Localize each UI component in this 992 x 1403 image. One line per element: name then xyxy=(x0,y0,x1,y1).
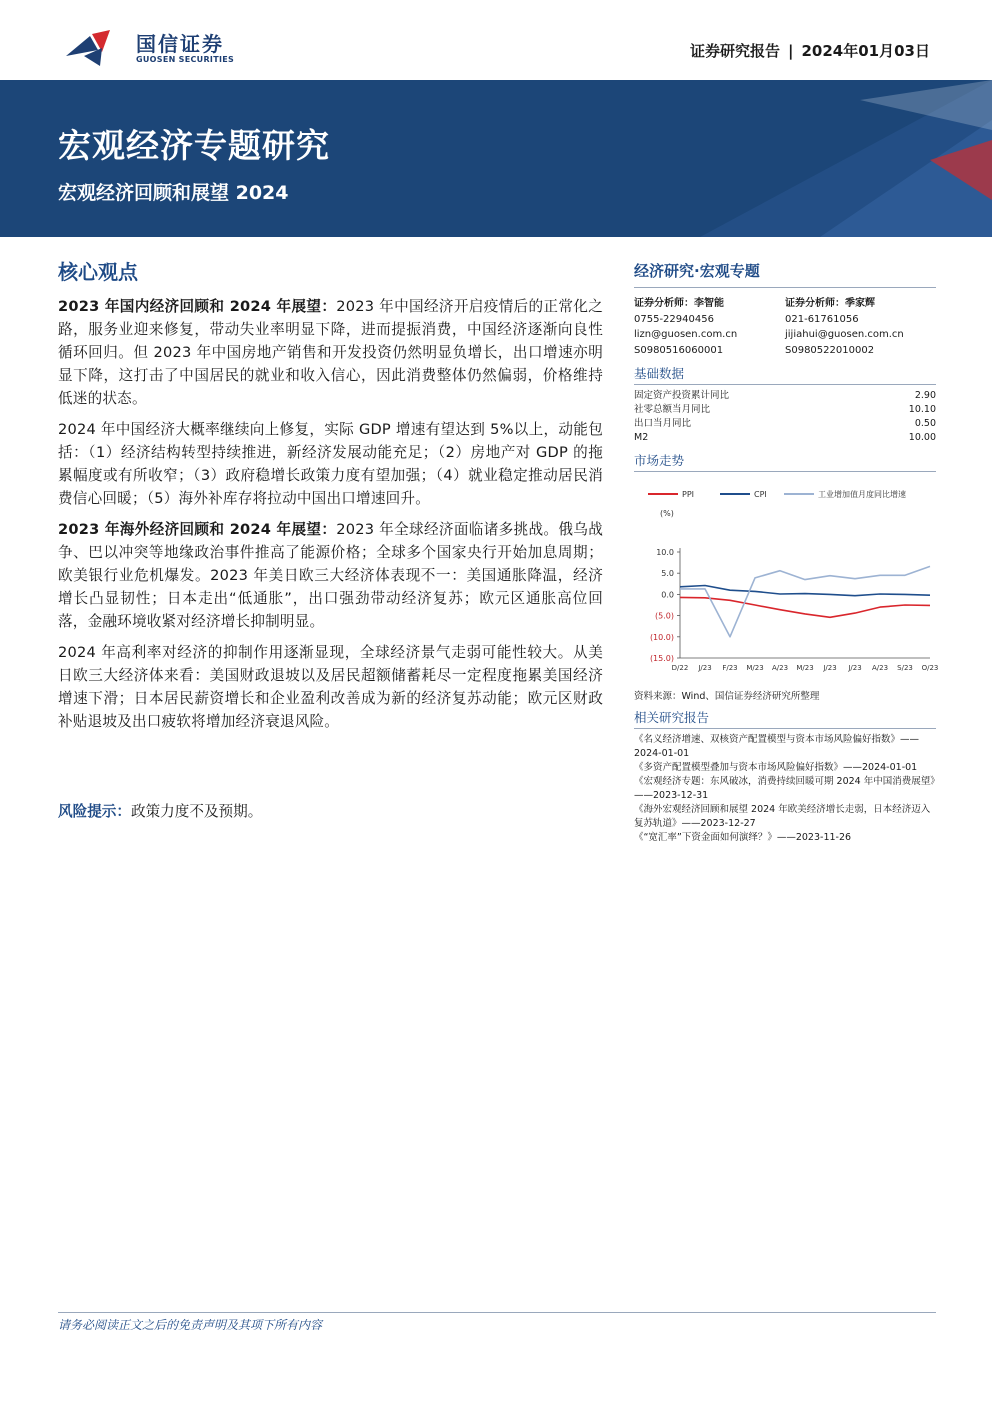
basic-data-table xyxy=(634,389,936,445)
report-title: 宏观经济专题研究 xyxy=(58,126,330,165)
basic-data-title: 基础数据 xyxy=(634,364,936,385)
report-link[interactable]: 《“宽汇率”下资金面如何演绎？》——2023-11-26 xyxy=(634,832,852,843)
legend-label: CPI xyxy=(754,490,767,499)
market-chart xyxy=(634,476,939,686)
analyst-cert: S0980522010002 xyxy=(785,344,875,356)
logo-text-en: GUOSEN SECURITIES xyxy=(136,55,235,64)
core-views xyxy=(58,256,603,741)
analyst-name: 证券分析师：季家辉 xyxy=(785,298,875,309)
report-link[interactable]: 《多资产配置模型叠加与资本市场风险偏好指数》——2024-01-01 xyxy=(634,762,918,773)
series-line xyxy=(680,586,930,596)
chart-source: 资料来源：Wind、国信证券经济研究所整理 xyxy=(634,691,820,702)
x-tick-label: A/23 xyxy=(771,664,789,672)
paragraph-text: 2024 年高利率对经济的抑制作用逐渐显现，全球经济景气走弱可能性较大。从美日欧三大经济体来看：美国财政退坡以及居民超额储蓄耗尽一定程度拖累美国经济增速下滑；日本居民薪资增长和企业盈利改善成为新的经济复苏动能；欧元区财政补贴退坡及出口疲软将增加经济衰退风险。 xyxy=(58,644,603,730)
page-header xyxy=(0,0,992,80)
report-link[interactable]: 《海外宏观经济回顾和展望 2024 年欧美经济增长走弱，日本经济迈入复苏轨道》——2023-12-27 xyxy=(634,804,931,829)
paragraph-text: 2023 年全球经济面临诸多挑战。俄乌战争、巴以冲突等地缘政治事件推高了能源价格；全球多个国家央行开始加息周期；欧美银行业危机爆发。2023 年美日欧三大经济体表现不一：美国通胀降温，经济增长凸显韧性；日本走出“低通胀”，出口强劲带动经济复苏；欧元区通胀高位回落，金融环境收紧对经济增长抑制明显。 xyxy=(58,521,604,630)
risk-warning xyxy=(58,800,262,821)
section-title: 核心观点 xyxy=(58,260,138,284)
report-type: 证券研究报告 xyxy=(690,42,781,60)
y-tick-label: 5.0 xyxy=(661,569,674,579)
y-tick-label: (15.0) xyxy=(649,654,674,663)
y-tick-label: (5.0) xyxy=(655,611,674,621)
risk-text: 政策力度不及预期。 xyxy=(130,803,263,820)
row-label: 社零总额当月同比 xyxy=(634,404,711,415)
x-tick-label: S/23 xyxy=(897,664,913,672)
legend-label: 工业增加值月度同比增速 xyxy=(818,490,906,499)
related-reports-list xyxy=(634,733,936,845)
paragraph-text: 2024 年中国经济大概率继续向上修复，实际 GDP 增速有望达到 5%以上，动能包括：（1）经济结构转型持续推进，新经济发展动能充足；（2）房地产对 GDP 的拖累幅度或有所收窄；（3）政府稳增长政策力度有望加强；（4）就业稳定推动居民消费信心回暖；（5）海外补库存将拉动中国出口增速回升。 xyxy=(58,421,603,507)
related-reports-title: 相关研究报告 xyxy=(634,708,936,729)
analyst-phone: 021-61761056 xyxy=(785,313,859,325)
logo-mark-icon xyxy=(62,26,132,70)
paragraph-rates xyxy=(58,641,603,733)
y-axis-label: (%) xyxy=(660,509,674,518)
x-tick-label: F/23 xyxy=(722,664,738,672)
row-value: 10.00 xyxy=(908,432,936,443)
sidebar xyxy=(634,260,939,845)
x-tick-label: J/23 xyxy=(698,664,712,672)
analyst-email[interactable]: jijiahui@guosen.com.cn xyxy=(785,329,904,340)
row-label: M2 xyxy=(634,432,649,443)
x-tick-label: M/23 xyxy=(746,664,764,672)
footer-disclaimer: 请务必阅读正文之后的免责声明及其项下所有内容 xyxy=(58,1318,323,1332)
market-trend-title: 市场走势 xyxy=(634,451,936,472)
x-tick-label: M/23 xyxy=(796,664,814,672)
row-value: 10.10 xyxy=(908,404,936,415)
report-date: 2024年01月03日 xyxy=(801,42,930,60)
report-link[interactable]: 《名义经济增速、双核资产配置模型与资本市场风险偏好指数》——2024-01-01 xyxy=(634,734,920,759)
x-tick-label: J/23 xyxy=(848,664,862,672)
paragraph-outlook xyxy=(58,418,603,510)
line-chart xyxy=(634,476,939,686)
row-value: 2.90 xyxy=(914,390,936,401)
row-value: 0.50 xyxy=(914,418,936,429)
row-label: 出口当月同比 xyxy=(634,418,692,429)
report-link[interactable]: 《宏观经济专题：东风破冰，消费持续回暖可期 2024 年中国消费展望》——2023-12-31 xyxy=(634,776,935,801)
table-row xyxy=(634,403,936,417)
row-label: 固定资产投资累计同比 xyxy=(634,390,730,401)
analyst-email[interactable]: lizn@guosen.com.cn xyxy=(634,329,738,340)
legend-label: PPI xyxy=(682,490,695,499)
x-tick-label: D/22 xyxy=(671,664,689,672)
title-banner xyxy=(0,80,992,237)
paragraph-heading: 2023 年国内经济回顾和 2024 年展望： xyxy=(58,298,337,315)
table-row xyxy=(634,431,936,445)
analyst-phone: 0755-22940456 xyxy=(634,313,714,325)
company-logo xyxy=(62,26,242,70)
x-tick-label: A/23 xyxy=(871,664,889,672)
y-tick-label: 0.0 xyxy=(661,590,674,600)
logo-text-cn: 国信证券 xyxy=(136,32,224,56)
table-row xyxy=(634,389,936,403)
y-tick-label: (10.0) xyxy=(649,632,674,642)
analyst-card xyxy=(785,296,936,358)
paragraph-heading: 2023 年海外经济回顾和 2024 年展望： xyxy=(58,521,337,538)
x-tick-label: O/23 xyxy=(921,664,939,672)
sidebar-title: 经济研究·宏观专题 xyxy=(634,260,936,288)
risk-label: 风险提示： xyxy=(58,803,131,820)
analyst-card xyxy=(634,296,785,358)
paragraph-domestic xyxy=(58,295,603,410)
analyst-name: 证券分析师：李智能 xyxy=(634,298,724,309)
series-line xyxy=(680,566,930,636)
analyst-list xyxy=(634,296,936,358)
analyst-cert: S0980516060001 xyxy=(634,344,724,356)
paragraph-text: 2023 年中国经济开启疫情后的正常化之路，服务业迎来修复，带动失业率明显下降，进而提振消费，中国经济逐渐向良性循环回归。但 2023 年中国房地产销售和开发投资仍然明显负增长，出口增速亦明显下降，这打击了中国居民的就业和收入信心，因此消费整体仍然偏弱，价格维持低迷的状态。 xyxy=(58,298,604,407)
footer-divider xyxy=(58,1312,936,1313)
y-tick-label: 10.0 xyxy=(656,548,674,557)
report-meta xyxy=(690,40,930,61)
table-row xyxy=(634,417,936,431)
report-subtitle: 宏观经济回顾和展望 2024 xyxy=(58,182,289,204)
paragraph-overseas xyxy=(58,518,603,633)
meta-separator: | xyxy=(788,42,794,60)
x-tick-label: J/23 xyxy=(823,664,837,672)
